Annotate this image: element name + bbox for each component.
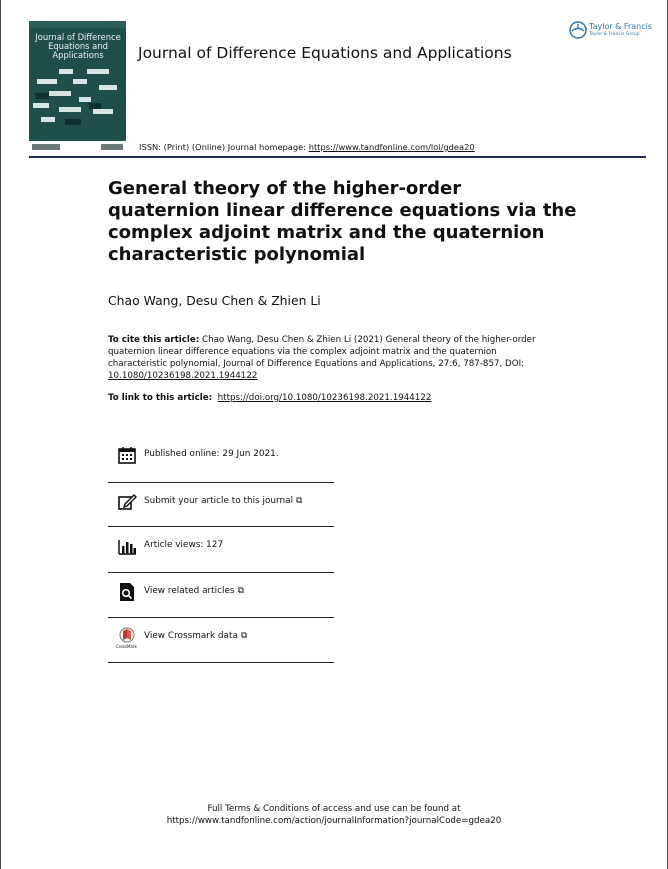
taylor-francis-logo (568, 20, 650, 44)
published-online-row (108, 433, 334, 478)
article-title: General theory of the higher-order quaternion linear difference equations via the complex adjoint matrix and the quaternion characteristic polynomial (108, 178, 577, 265)
publisher-subtitle: Taylor & Francis Group (589, 32, 640, 37)
bar-chart-icon (117, 536, 137, 556)
article-authors: Chao Wang, Desu Chen & Zhien Li (108, 293, 321, 308)
cite-label: To cite this article: (108, 335, 200, 345)
external-link-icon: ⧉ (240, 631, 248, 641)
related-articles-label: View related articles (144, 586, 235, 596)
issn-label: ISSN: (Print) (Online) Journal homepage: (139, 142, 307, 152)
publisher-name: Taylor & Francis (589, 22, 652, 31)
crossmark-label: View Crossmark data (144, 631, 238, 641)
cite-doi-link[interactable]: 10.1080/10236198.2021.1944122 (108, 371, 258, 381)
document-search-icon (117, 582, 137, 602)
crossmark-link[interactable] (144, 631, 247, 641)
article-link-block (108, 392, 558, 404)
pdf-page (1, 0, 667, 869)
crossmark-row[interactable] (108, 615, 334, 660)
cover-title: Journal of Difference Equations and Applications (35, 32, 121, 60)
article-views-row (108, 524, 334, 569)
row-divider (108, 662, 334, 663)
cite-text: Chao Wang, Desu Chen & Zhien Li (2021) General theory of the higher-order quaternion linear difference equations via the complex adjoint matrix and the quaternion characteristic polynomial, Journal of Difference Equations and Applications, 27:6, 787-857, DOI: (108, 335, 536, 369)
edit-icon (117, 492, 137, 512)
related-articles-link[interactable] (144, 586, 244, 596)
link-label: To link to this article: (108, 393, 213, 403)
external-link-icon: ⧉ (237, 586, 244, 596)
journal-cover-image (29, 21, 126, 153)
publisher-logo-icon (568, 20, 588, 40)
issn-line (139, 142, 475, 152)
published-online-label: Published online: 29 Jun 2021. (144, 449, 279, 459)
article-doi-link[interactable]: https://doi.org/10.1080/10236198.2021.1944122 (217, 393, 432, 403)
related-articles-row[interactable] (108, 570, 334, 615)
submit-article-label: Submit your article to this journal (144, 496, 294, 506)
submit-article-link[interactable] (144, 496, 302, 506)
header-divider (29, 156, 646, 158)
citation-block (108, 334, 558, 382)
submit-article-row[interactable] (108, 480, 334, 525)
article-views-label: Article views: 127 (144, 540, 224, 550)
journal-homepage-link[interactable]: https://www.tandfonline.com/loi/gdea20 (308, 142, 475, 152)
footer-terms (1, 803, 667, 827)
footer-line-1: Full Terms & Conditions of access and use can be found at (207, 804, 461, 814)
footer-terms-link[interactable]: https://www.tandfonline.com/action/journalInformation?journalCode=gdea20 (166, 816, 502, 826)
external-link-icon: ⧉ (296, 496, 303, 506)
crossmark-caption: CrossMark (116, 644, 137, 649)
journal-title: Journal of Difference Equations and Applications (138, 44, 512, 62)
calendar-icon (117, 445, 137, 465)
